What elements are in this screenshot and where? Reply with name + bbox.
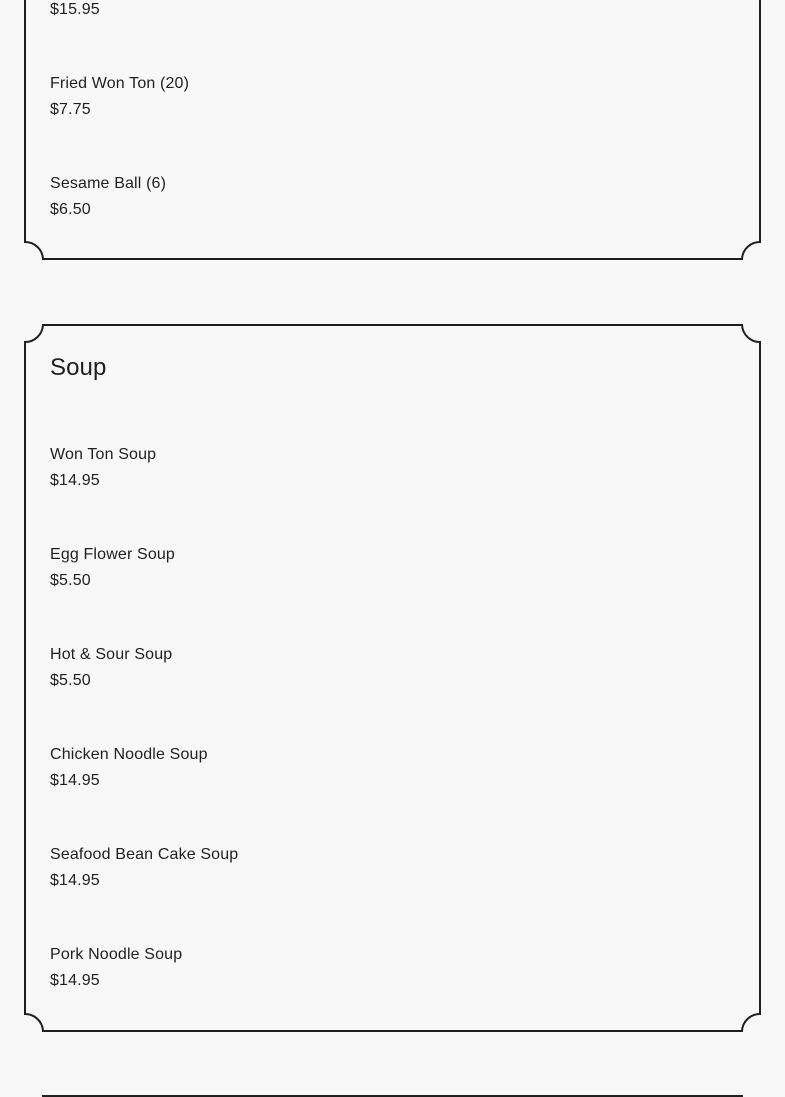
item-price: $14.95 — [50, 972, 100, 989]
item-price: $6.50 — [50, 201, 91, 218]
item-name: Chicken Noodle Soup — [50, 746, 208, 763]
item-price: $14.95 — [50, 872, 100, 889]
menu-item[interactable] — [50, 174, 166, 220]
item-price: $15.95 — [50, 1, 100, 18]
item-price: $14.95 — [50, 772, 100, 789]
menu-item[interactable] — [50, 445, 156, 491]
item-name: Fried Won Ton (20) — [50, 75, 190, 92]
item-name: Pork Noodle Soup — [50, 946, 183, 963]
item-name: Hot & Sour Soup — [50, 646, 173, 663]
menu-item[interactable] — [50, 845, 238, 891]
menu-item[interactable] — [50, 645, 172, 691]
menu-item[interactable] — [50, 745, 208, 791]
item-name: Sesame Ball (6) — [50, 175, 167, 192]
menu-item[interactable] — [50, 74, 189, 120]
item-price: $7.75 — [50, 101, 91, 118]
item-name: Won Ton Soup — [50, 446, 157, 463]
item-name: Egg Flower Soup — [50, 546, 175, 563]
item-price: $5.50 — [50, 672, 91, 689]
item-name: Seafood Bean Cake Soup — [50, 846, 239, 863]
item-price: $5.50 — [50, 572, 91, 589]
menu-item[interactable] — [50, 945, 182, 991]
menu-section-card-previous — [24, 0, 761, 260]
menu-section-card-soup — [24, 324, 761, 1032]
menu-item[interactable] — [50, 545, 175, 591]
section-title: Soup — [50, 354, 107, 381]
card-border — [24, 0, 761, 260]
item-price: $14.95 — [50, 472, 100, 489]
menu-item[interactable] — [50, 0, 100, 20]
